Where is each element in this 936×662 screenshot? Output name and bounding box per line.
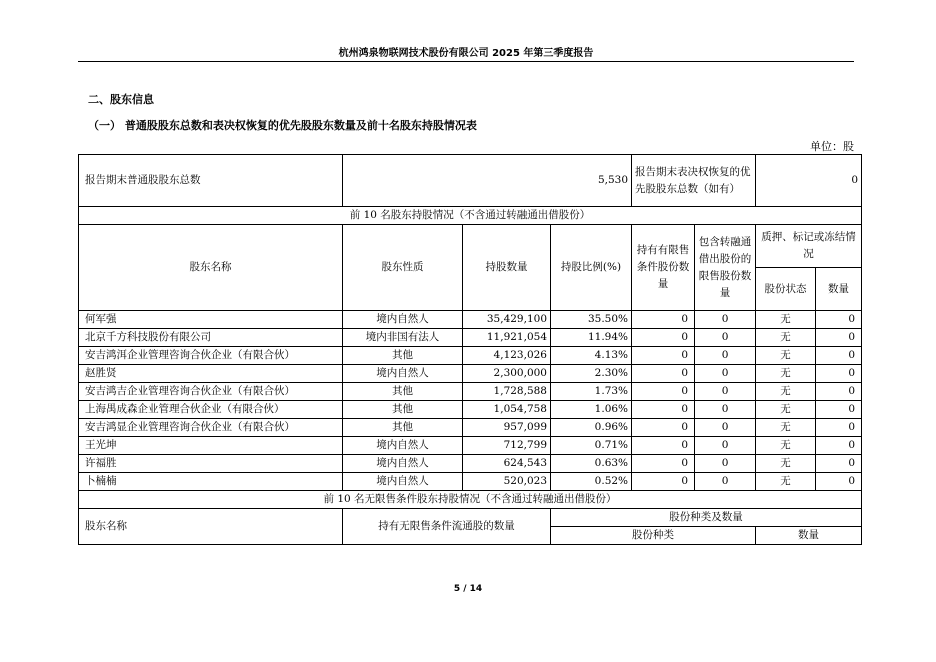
cell-nature: 境内自然人 — [343, 437, 463, 455]
cell-pledge-qty: 0 — [816, 455, 862, 473]
cell-pledge-status: 无 — [756, 401, 816, 419]
cell-pledge-status: 无 — [756, 419, 816, 437]
cell-qty: 1,728,588 — [463, 383, 551, 401]
cell-name: 赵胜贤 — [79, 365, 343, 383]
unrestricted-col-type: 股份种类 — [551, 527, 756, 545]
cell-qty: 2,300,000 — [463, 365, 551, 383]
unrestricted-title-row — [79, 491, 862, 509]
section-title: 二、股东信息 — [88, 93, 154, 106]
cell-pledge-status: 无 — [756, 437, 816, 455]
cell-lending: 0 — [695, 365, 756, 383]
cell-pledge-qty: 0 — [816, 473, 862, 491]
cell-pledge-status: 无 — [756, 455, 816, 473]
cell-lending: 0 — [695, 455, 756, 473]
summary-row — [79, 155, 862, 207]
cell-qty: 957,099 — [463, 419, 551, 437]
cell-lending: 0 — [695, 401, 756, 419]
col-header-pledge: 质押、标记或冻结情况 — [756, 225, 862, 268]
cell-nature: 境内非国有法人 — [343, 329, 463, 347]
cell-name: 何军强 — [79, 311, 343, 329]
cell-nature: 境内自然人 — [343, 455, 463, 473]
unrestricted-col-amount: 数量 — [756, 527, 862, 545]
cell-restricted: 0 — [632, 329, 695, 347]
cell-ratio: 1.06% — [551, 401, 632, 419]
cell-pledge-qty: 0 — [816, 311, 862, 329]
table-row — [79, 347, 862, 365]
top10-title-row — [79, 207, 862, 225]
table-row — [79, 383, 862, 401]
cell-ratio: 11.94% — [551, 329, 632, 347]
cell-ratio: 0.63% — [551, 455, 632, 473]
cell-restricted: 0 — [632, 437, 695, 455]
col-header-pledge-qty: 数量 — [816, 268, 862, 311]
cell-ratio: 4.13% — [551, 347, 632, 365]
cell-pledge-status: 无 — [756, 311, 816, 329]
cell-lending: 0 — [695, 383, 756, 401]
header-divider — [78, 61, 854, 62]
cell-pledge-status: 无 — [756, 329, 816, 347]
cell-qty: 11,921,054 — [463, 329, 551, 347]
cell-ratio: 0.52% — [551, 473, 632, 491]
cell-name: 上海禺成森企业管理合伙企业（有限合伙） — [79, 401, 343, 419]
cell-qty: 712,799 — [463, 437, 551, 455]
cell-nature: 境内自然人 — [343, 365, 463, 383]
cell-ratio: 2.30% — [551, 365, 632, 383]
common-shareholders-label: 报告期末普通股股东总数 — [79, 155, 343, 207]
col-header-restricted: 持有有限售条件股份数量 — [632, 225, 695, 311]
cell-restricted: 0 — [632, 383, 695, 401]
table-row — [79, 401, 862, 419]
col-header-nature: 股东性质 — [343, 225, 463, 311]
cell-restricted: 0 — [632, 473, 695, 491]
unrestricted-title: 前 10 名无限售条件股东持股情况（不含通过转融通出借股份） — [79, 491, 862, 509]
cell-nature: 其他 — [343, 383, 463, 401]
cell-qty: 1,054,758 — [463, 401, 551, 419]
cell-qty: 624,543 — [463, 455, 551, 473]
unrestricted-header-row — [79, 509, 862, 527]
cell-name: 卜楠楠 — [79, 473, 343, 491]
cell-restricted: 0 — [632, 419, 695, 437]
cell-nature: 其他 — [343, 419, 463, 437]
cell-name: 北京千方科技股份有限公司 — [79, 329, 343, 347]
table-row — [79, 473, 862, 491]
table-row — [79, 329, 862, 347]
preferred-shareholders-label: 报告期末表决权恢复的优先股股东总数（如有） — [632, 155, 756, 207]
unrestricted-col-type-qty: 股份种类及数量 — [551, 509, 862, 527]
cell-pledge-status: 无 — [756, 383, 816, 401]
cell-restricted: 0 — [632, 347, 695, 365]
cell-restricted: 0 — [632, 365, 695, 383]
cell-name: 安吉鸿显企业管理咨询合伙企业（有限合伙） — [79, 419, 343, 437]
cell-lending: 0 — [695, 311, 756, 329]
cell-pledge-qty: 0 — [816, 437, 862, 455]
table-row — [79, 419, 862, 437]
cell-name: 许福胜 — [79, 455, 343, 473]
cell-ratio: 1.73% — [551, 383, 632, 401]
unit-label: 单位：股 — [810, 140, 854, 153]
cell-pledge-qty: 0 — [816, 383, 862, 401]
table-row — [79, 311, 862, 329]
top10-header-row — [79, 225, 862, 268]
col-header-qty: 持股数量 — [463, 225, 551, 311]
cell-ratio: 0.71% — [551, 437, 632, 455]
cell-nature: 其他 — [343, 347, 463, 365]
cell-lending: 0 — [695, 329, 756, 347]
cell-name: 安吉鸿吉企业管理咨询合伙企业（有限合伙） — [79, 383, 343, 401]
col-header-lending: 包含转融通借出股份的限售股份数量 — [695, 225, 756, 311]
cell-pledge-qty: 0 — [816, 329, 862, 347]
unrestricted-col-name: 股东名称 — [79, 509, 343, 545]
cell-nature: 境内自然人 — [343, 473, 463, 491]
cell-restricted: 0 — [632, 401, 695, 419]
cell-ratio: 0.96% — [551, 419, 632, 437]
subsection-title: （一） 普通股股东总数和表决权恢复的优先股股东数量及前十名股东持股情况表 — [88, 119, 477, 132]
cell-nature: 境内自然人 — [343, 311, 463, 329]
page-number: 5 / 14 — [453, 584, 483, 594]
col-header-pledge-status: 股份状态 — [756, 268, 816, 311]
cell-pledge-qty: 0 — [816, 401, 862, 419]
report-header-title: 杭州鸿泉物联网技术股份有限公司 2025 年第三季度报告 — [338, 48, 594, 59]
cell-pledge-qty: 0 — [816, 365, 862, 383]
table-row — [79, 455, 862, 473]
shareholder-table — [78, 154, 862, 545]
cell-pledge-qty: 0 — [816, 419, 862, 437]
table-row — [79, 437, 862, 455]
cell-pledge-qty: 0 — [816, 347, 862, 365]
table-row — [79, 365, 862, 383]
cell-qty: 4,123,026 — [463, 347, 551, 365]
common-shareholders-value: 5,530 — [343, 155, 632, 207]
cell-restricted: 0 — [632, 455, 695, 473]
cell-lending: 0 — [695, 347, 756, 365]
cell-ratio: 35.50% — [551, 311, 632, 329]
cell-name: 王光坤 — [79, 437, 343, 455]
cell-lending: 0 — [695, 419, 756, 437]
col-header-ratio: 持股比例(%) — [551, 225, 632, 311]
cell-name: 安吉鸿洱企业管理咨询合伙企业（有限合伙） — [79, 347, 343, 365]
cell-restricted: 0 — [632, 311, 695, 329]
preferred-shareholders-value: 0 — [756, 155, 862, 207]
cell-qty: 35,429,100 — [463, 311, 551, 329]
cell-pledge-status: 无 — [756, 347, 816, 365]
col-header-name: 股东名称 — [79, 225, 343, 311]
cell-pledge-status: 无 — [756, 365, 816, 383]
cell-nature: 其他 — [343, 401, 463, 419]
cell-lending: 0 — [695, 437, 756, 455]
cell-lending: 0 — [695, 473, 756, 491]
cell-qty: 520,023 — [463, 473, 551, 491]
cell-pledge-status: 无 — [756, 473, 816, 491]
top10-title: 前 10 名股东持股情况（不含通过转融通出借股份） — [79, 207, 862, 225]
unrestricted-col-qty: 持有无限售条件流通股的数量 — [343, 509, 551, 545]
